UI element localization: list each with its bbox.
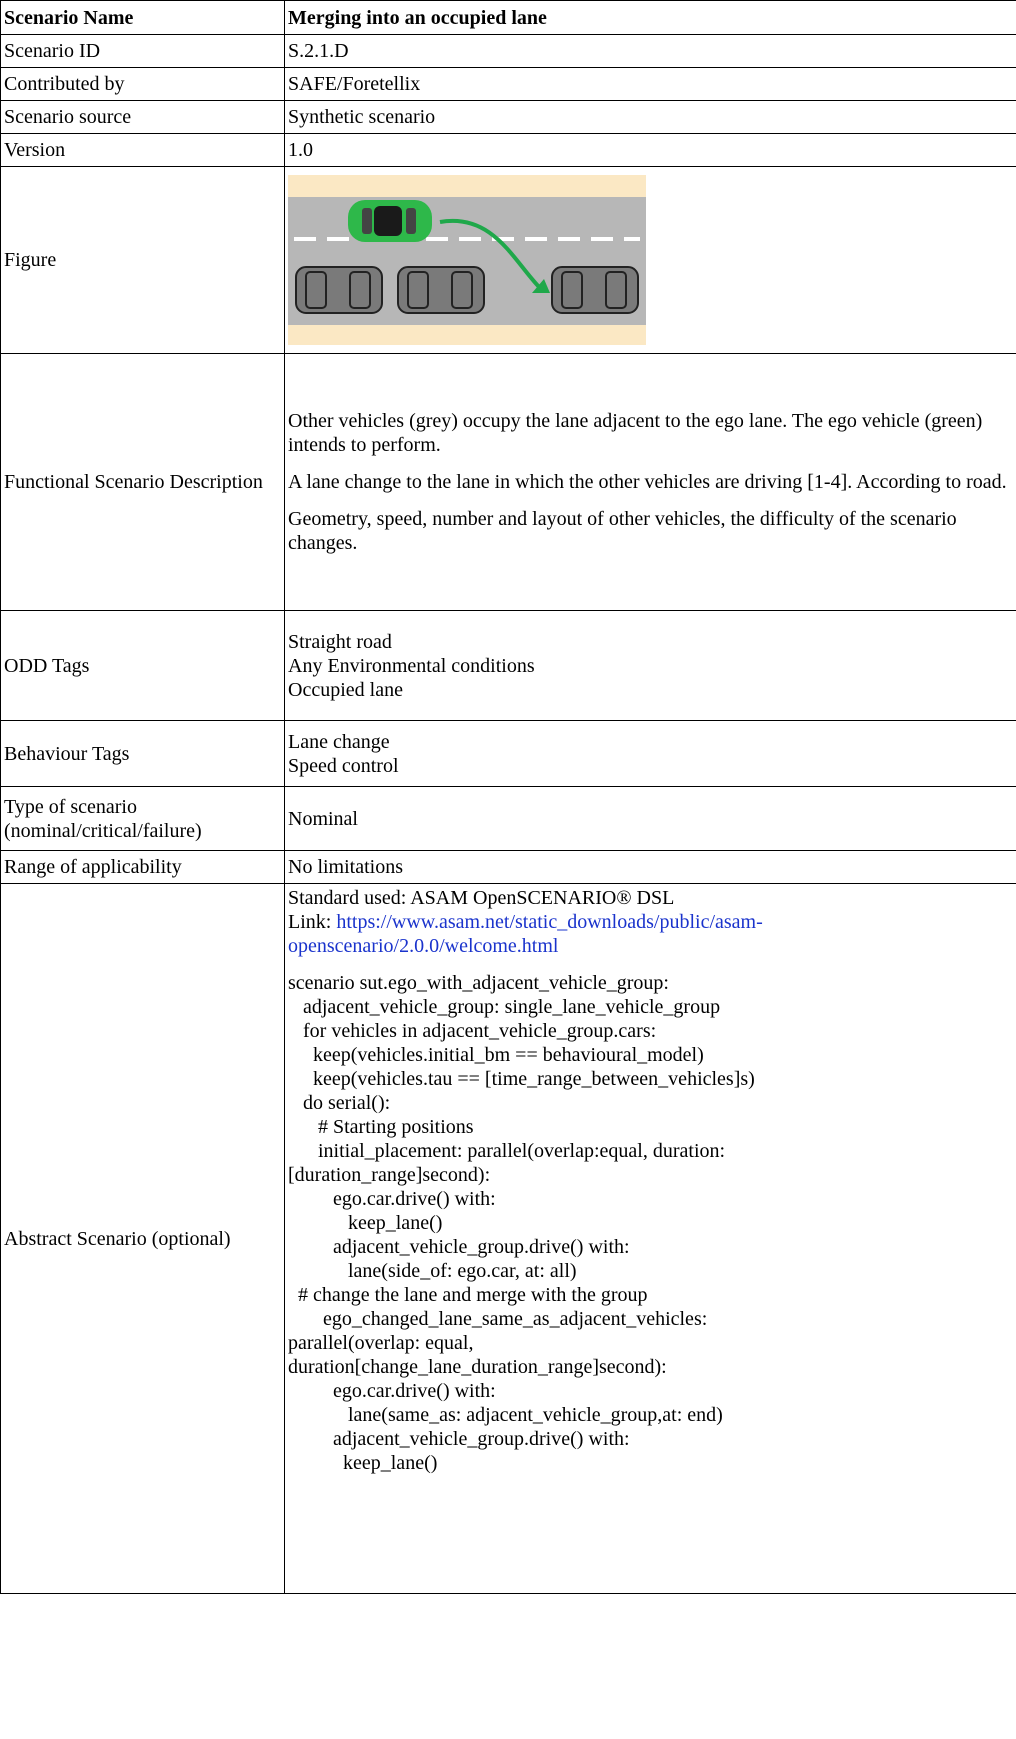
row-behaviour-tags [1, 721, 1016, 787]
other-car-2 [398, 267, 484, 313]
behaviour-tag: Speed control [288, 754, 399, 777]
row-type-of-scenario [1, 787, 1016, 851]
abstract-scenario-value [285, 884, 1016, 1594]
link-label: Link: [288, 911, 337, 933]
figure-label: Figure [1, 167, 285, 354]
row-abstract-scenario [1, 884, 1016, 1594]
type-of-scenario-value: Nominal [285, 787, 1016, 851]
row-version [1, 134, 1016, 167]
row-scenario-name [1, 1, 1016, 35]
lane-change-figure [288, 175, 646, 345]
contributed-by-value: SAFE/Foretellix [285, 68, 1016, 101]
shoulder-top [288, 175, 646, 197]
shoulder-bottom [288, 325, 646, 345]
odd-tag: Any Environmental conditions [288, 654, 535, 677]
row-scenario-id [1, 35, 1016, 68]
standard-used: Standard used: ASAM OpenSCENARIO® DSL [288, 887, 675, 909]
type-of-scenario-label: Type of scenario (nominal/critical/failure) [1, 787, 285, 851]
row-figure [1, 167, 1016, 354]
row-odd-tags [1, 611, 1016, 721]
other-car-3 [552, 267, 638, 313]
ego-car [348, 200, 432, 242]
behaviour-tags-value [285, 721, 1016, 787]
contributed-by-label: Contributed by [1, 68, 285, 101]
ego-car-roof [374, 206, 402, 236]
scenario-source-label: Scenario source [1, 101, 285, 134]
scenario-name-label: Scenario Name [1, 1, 285, 35]
odd-tags-label: ODD Tags [1, 611, 285, 721]
functional-description-label: Functional Scenario Description [1, 354, 285, 611]
link-line [288, 910, 1013, 958]
ego-car-windshield [406, 208, 416, 234]
scenario-id-label: Scenario ID [1, 35, 285, 68]
scenario-source-value: Synthetic scenario [285, 101, 1016, 134]
functional-description-paragraph-2: A lane change to the lane in which the other vehicles are driving [1-4]. According to road. [288, 471, 1007, 493]
behaviour-tags-label: Behaviour Tags [1, 721, 285, 787]
scenario-id-value: S.2.1.D [285, 35, 1016, 68]
ego-car-rear-window [362, 208, 372, 234]
functional-description-paragraph-1: Other vehicles (grey) occupy the lane adjacent to the ego lane. The ego vehicle (green) intends to perform. [288, 410, 983, 456]
other-car-1 [296, 267, 382, 313]
odd-tag: Occupied lane [288, 678, 403, 701]
range-of-applicability-label: Range of applicability [1, 851, 285, 884]
version-value: 1.0 [285, 134, 1016, 167]
range-of-applicability-value: No limitations [285, 851, 1016, 884]
version-label: Version [1, 134, 285, 167]
abstract-scenario-label: Abstract Scenario (optional) [1, 884, 285, 1594]
row-range-of-applicability [1, 851, 1016, 884]
scenario-name-value: Merging into an occupied lane [285, 1, 1016, 35]
asam-link[interactable]: https://www.asam.net/static_downloads/public/asam-openscenario/2.0.0/welcome.html [288, 911, 763, 957]
functional-description-value [285, 354, 1016, 611]
functional-description-paragraph-3: Geometry, speed, number and layout of other vehicles, the difficulty of the scenario changes. [288, 508, 957, 554]
odd-tag: Straight road [288, 630, 392, 653]
behaviour-tag: Lane change [288, 730, 390, 753]
row-functional-description [1, 354, 1016, 611]
row-contributed-by [1, 68, 1016, 101]
odd-tags-value [285, 611, 1016, 721]
row-scenario-source [1, 101, 1016, 134]
figure-cell [285, 167, 1016, 354]
scenario-code: scenario sut.ego_with_adjacent_vehicle_group: adjacent_vehicle_group: single_lane_vehicle_group for vehicles in adjacent_vehicle_group.cars: keep(vehicles.initial_bm == behavioural_model) keep(vehicles.tau == [time_range_between_vehicles]s) do serial(): # Starting positions initial_placement: parallel(overlap:equal, duration: [duration_range]second): ego.car.drive() with: keep_lane() adjacent_vehicle_group.drive() with: lane(side_of: ego.car, at: all) # change the lane and merge with the group ego_changed_lane_same_as_adjacent_vehicles: parallel(overlap: equal, duration[change_lane_duration_range]second): ego.car.drive() with: lane(same_as: adjacent_vehicle_group,at: end) adjacent_vehicle_group.drive() with: keep_lane() [288, 972, 755, 1474]
